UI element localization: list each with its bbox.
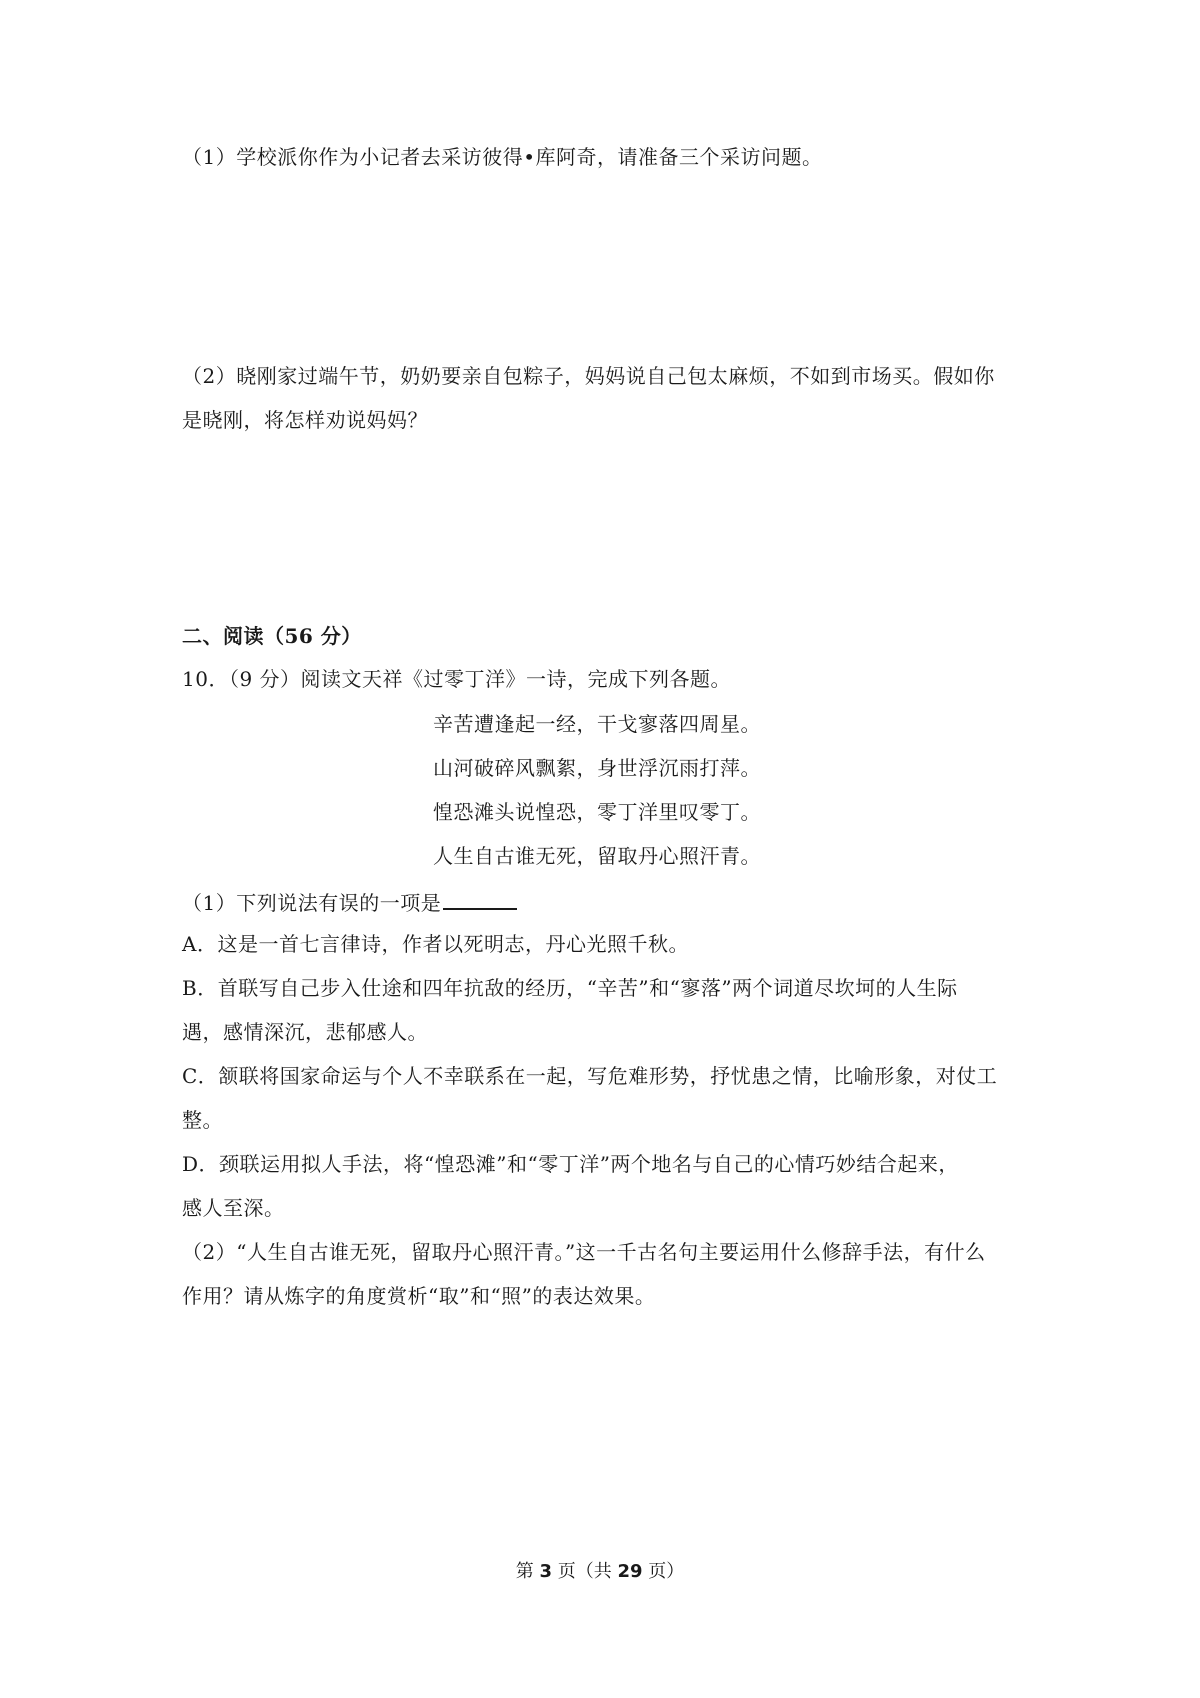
q9-part2-line2: 是晓刚，将怎样劝说妈妈？	[182, 408, 428, 432]
section2-heading: 二、阅读（56 分）	[182, 624, 362, 648]
answer-blank	[443, 886, 517, 910]
footer-middle: 页（共	[552, 1561, 618, 1582]
option-c-line1: C．颔联将国家命运与个人不幸联系在一起，写危难形势，抒忧患之情，比喻形象，对仗工	[182, 1064, 998, 1088]
option-d-line1: D．颈联运用拟人手法，将“惶恐滩”和“零丁洋”两个地名与自己的心情巧妙结合起来，	[182, 1152, 959, 1176]
poem-line-3: 惶恐滩头说惶恐，零丁洋里叹零丁。	[433, 800, 761, 824]
footer-total-pages: 29	[617, 1561, 643, 1582]
option-a: A．这是一首七言律诗，作者以死明志，丹心光照千秋。	[182, 932, 689, 956]
poem-line-4: 人生自古谁无死，留取丹心照汗青。	[433, 844, 761, 868]
option-b-line2: 遇，感情深沉，悲郁感人。	[182, 1020, 428, 1044]
q10-stem: 10．（9 分）阅读文天祥《过零丁洋》一诗，完成下列各题。	[182, 667, 732, 691]
option-c-line2: 整。	[182, 1108, 223, 1132]
q10-sub1	[182, 886, 517, 917]
footer-page-number: 3	[539, 1561, 552, 1582]
poem-line-1: 辛苦遭逢起一经，干戈寥落四周星。	[433, 712, 761, 736]
footer-prefix: 第	[515, 1561, 540, 1582]
option-d-line2: 感人至深。	[182, 1196, 285, 1220]
q10-sub2-line1: （2）“人生自古谁无死，留取丹心照汗青。”这一千古名句主要运用什么修辞手法，有什么	[182, 1240, 986, 1264]
q10-sub1-text: （1）下列说法有误的一项是	[182, 891, 442, 915]
option-b-line1: B．首联写自己步入仕途和四年抗敌的经历，“辛苦”和“寥落”两个词道尽坎坷的人生际	[182, 976, 958, 1000]
poem-line-2: 山河破碎风飘絮，身世浮沉雨打萍。	[433, 756, 761, 780]
q10-sub2-line2: 作用？请从炼字的角度赏析“取”和“照”的表达效果。	[182, 1284, 656, 1308]
page-footer	[0, 1560, 1200, 1584]
footer-suffix: 页）	[642, 1561, 685, 1582]
q9-part2-line1: （2）晓刚家过端午节，奶奶要亲自包粽子，妈妈说自己包太麻烦，不如到市场买。假如你	[182, 364, 995, 388]
q9-part1: （1）学校派你作为小记者去采访彼得•库阿奇，请准备三个采访问题。	[182, 145, 823, 169]
